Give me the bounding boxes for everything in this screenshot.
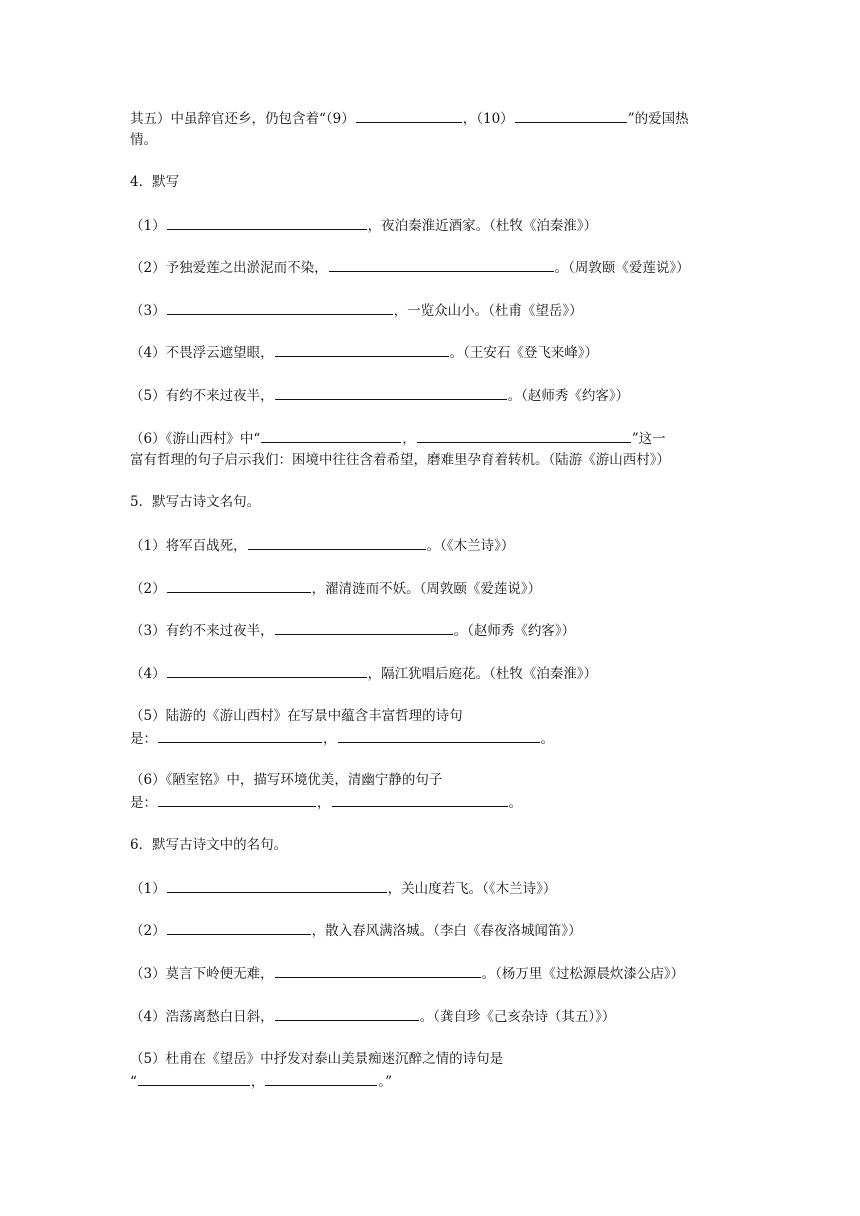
q6-item-3 — [130, 963, 684, 984]
answer-blank[interactable] — [167, 215, 367, 230]
q4-item-6 — [130, 428, 666, 449]
text: （3） — [130, 303, 166, 319]
answer-blank[interactable] — [167, 300, 393, 315]
answer-blank[interactable] — [332, 792, 508, 807]
text: ， — [402, 431, 416, 447]
q4-item-2 — [130, 257, 690, 278]
text: （5）有约不来过夜半， — [130, 388, 274, 404]
question-4-heading: 4．默写 — [130, 174, 180, 190]
text: ， — [250, 1074, 265, 1090]
answer-blank[interactable] — [265, 1071, 377, 1086]
text: 是： — [130, 731, 157, 747]
text: （1） — [130, 881, 166, 897]
text: 。 — [540, 731, 554, 747]
q5-item-1 — [130, 535, 514, 556]
text: ，濯清涟而不妖。（周敦颐《爱莲说》） — [311, 581, 542, 597]
answer-blank[interactable] — [275, 620, 453, 635]
question-6-heading: 6．默写古诗文中的名句。 — [130, 837, 288, 853]
q6-item-1 — [130, 878, 556, 899]
text: ，一览众山小。（杜甫《望岳》） — [393, 303, 583, 319]
text: 。 — [508, 795, 522, 811]
answer-blank-10[interactable] — [515, 108, 627, 123]
text: ”这一 — [631, 431, 666, 447]
text: 。（《木兰诗》） — [426, 538, 515, 554]
text: （3）莫言下岭便无难， — [130, 966, 274, 982]
text: ，关山度若飞。（《木兰诗》） — [387, 881, 557, 897]
q6-item-5-line2 — [130, 1071, 392, 1092]
question-5-heading: 5．默写古诗文名句。 — [130, 494, 261, 510]
answer-blank[interactable] — [275, 963, 481, 978]
q4-item-1 — [130, 215, 597, 236]
answer-blank[interactable] — [417, 428, 631, 443]
text: （1）将军百战死， — [130, 538, 247, 554]
text: 是： — [130, 795, 157, 811]
q5-item-4 — [130, 663, 597, 684]
text: ”的爱国热 — [627, 111, 689, 127]
text: 。（龚自珍《己亥杂诗（其五）》） — [419, 1009, 616, 1025]
q5-item-3 — [130, 620, 575, 641]
answer-blank[interactable] — [167, 663, 367, 678]
text: ，隔江犹唱后庭花。（杜牧《泊秦淮》） — [367, 666, 598, 682]
text: （2）予独爱莲之出淤泥而不染， — [130, 260, 328, 276]
text: ，散入春风满洛城。（李白《春夜洛城闻笛》） — [311, 923, 582, 939]
q4-item-4 — [130, 342, 598, 363]
q4-item-3 — [130, 300, 583, 321]
answer-blank[interactable] — [167, 920, 311, 935]
answer-blank-9[interactable] — [356, 108, 462, 123]
text: “ — [130, 1074, 137, 1090]
q5-item-2 — [130, 578, 541, 599]
text: （4） — [130, 666, 166, 682]
q5-item-6-line1: （6）《陋室铭》中，描写环境优美，清幽宁静的句子 — [130, 772, 443, 788]
answer-blank[interactable] — [275, 385, 507, 400]
text: （6）《游山西村》中“ — [130, 431, 261, 447]
q6-item-2 — [130, 920, 582, 941]
text: 其五）中虽辞官还乡，仍包含着“（9） — [130, 111, 355, 127]
text: ， — [317, 795, 331, 811]
text: 。（周敦颐《爱莲说》） — [554, 260, 690, 276]
answer-blank[interactable] — [167, 578, 311, 593]
q5-item-6-line2 — [130, 792, 522, 813]
text: （3）有约不来过夜半， — [130, 623, 274, 639]
answer-blank[interactable] — [167, 878, 387, 893]
answer-blank[interactable] — [158, 792, 316, 807]
answer-blank[interactable] — [248, 535, 426, 550]
text: 。（赵师秀《约客》） — [507, 388, 630, 404]
q4-item-5 — [130, 385, 629, 406]
text: （1） — [130, 218, 166, 234]
q6-item-5-line1: （5）杜甫在《望岳》中抒发对泰山美景痴迷沉醉之情的诗句是 — [130, 1051, 504, 1067]
q4-item-6-line2: 富有哲理的句子启示我们：困境中往往含着希望，磨难里孕育着转机。（陆游《游山西村》） — [130, 452, 670, 468]
answer-blank[interactable] — [138, 1071, 250, 1086]
text: （2） — [130, 581, 166, 597]
text: （4）浩荡离愁白日斜， — [130, 1009, 274, 1025]
text: （4）不畏浮云遮望眼， — [130, 345, 274, 361]
text: ，夜泊秦淮近酒家。（杜牧《泊秦淮》） — [367, 218, 598, 234]
q6-item-4 — [130, 1006, 615, 1027]
answer-blank[interactable] — [261, 428, 401, 443]
answer-blank[interactable] — [329, 257, 554, 272]
text: 。（王安石《登飞来峰》） — [449, 345, 599, 361]
text: 。（赵师秀《约客》） — [453, 623, 576, 639]
text: ，（10） — [462, 111, 514, 127]
answer-blank[interactable] — [275, 1006, 419, 1021]
text: （2） — [130, 923, 166, 939]
q3-continuation-line2: 情。 — [130, 132, 157, 148]
text: 。（杨万里《过松源晨炊漆公店》） — [481, 966, 685, 982]
text: 。” — [378, 1074, 393, 1090]
q3-continuation — [130, 108, 689, 129]
answer-blank[interactable] — [158, 728, 322, 743]
answer-blank[interactable] — [338, 728, 540, 743]
text: ， — [323, 731, 337, 747]
answer-blank[interactable] — [275, 342, 449, 357]
q5-item-5-line2 — [130, 728, 554, 749]
q5-item-5-line1: （5）陆游的《游山西村》在写景中蕴含丰富哲理的诗句 — [130, 708, 463, 724]
